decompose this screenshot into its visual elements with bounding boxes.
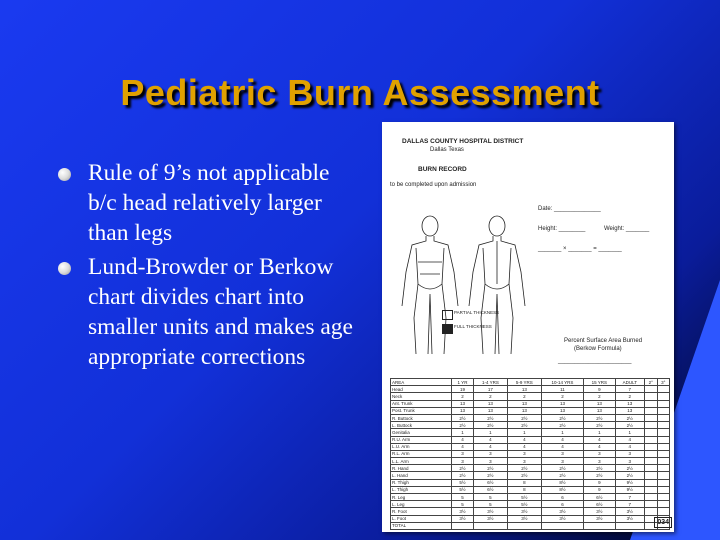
table-cell: 2½ xyxy=(615,414,645,421)
table-cell: 13 xyxy=(452,407,474,414)
table-cell: 13 xyxy=(541,400,583,407)
slide-title: Pediatric Burn Assessment xyxy=(120,72,600,113)
table-cell: 5½ xyxy=(507,501,541,508)
table-cell xyxy=(657,400,669,407)
table-row xyxy=(391,522,670,529)
table-cell xyxy=(657,393,669,400)
bullet-text: Lund-Browder or Berkow chart divides chart into smaller units and makes age appropriate corrections xyxy=(88,254,353,370)
table-cell xyxy=(657,486,669,493)
table-cell: R. Buttock xyxy=(391,414,452,421)
form-header: DALLAS COUNTY HOSPITAL DISTRICT xyxy=(402,138,524,145)
table-cell: 6 xyxy=(541,494,583,501)
column-header: 15 YRS xyxy=(584,379,615,386)
table-cell: 3½ xyxy=(541,515,583,522)
table-cell: 6 xyxy=(541,501,583,508)
table-cell: 2 xyxy=(507,393,541,400)
bullet-dot-icon xyxy=(58,262,71,275)
table-cell: 3½ xyxy=(541,508,583,515)
table-row xyxy=(391,479,670,486)
column-header: 1-4 YRS xyxy=(473,379,507,386)
table-cell: 2½ xyxy=(541,472,583,479)
table-cell: L. Leg xyxy=(391,501,452,508)
table-cell xyxy=(645,486,657,493)
column-header: 1 YR xyxy=(452,379,474,386)
table-cell: 2½ xyxy=(507,472,541,479)
table-cell: 3 xyxy=(584,458,615,465)
table-cell: 4 xyxy=(615,436,645,443)
bullet-list xyxy=(58,158,358,376)
table-body xyxy=(391,386,670,530)
table-cell: 4 xyxy=(473,443,507,450)
table-cell xyxy=(645,443,657,450)
table-cell: 13 xyxy=(584,400,615,407)
table-row xyxy=(391,515,670,522)
table-cell: 2½ xyxy=(584,472,615,479)
table-cell: 11 xyxy=(541,386,583,393)
table-row xyxy=(391,400,670,407)
table-cell: 2½ xyxy=(452,414,474,421)
column-header: 5-9 YRS xyxy=(507,379,541,386)
table-cell: 3 xyxy=(584,450,615,457)
table-row xyxy=(391,465,670,472)
table-cell xyxy=(645,407,657,414)
table-cell: 3 xyxy=(452,450,474,457)
partial-thickness-label: PARTIAL THICKNESS xyxy=(454,310,500,315)
table-cell xyxy=(645,494,657,501)
table-row xyxy=(391,443,670,450)
table-cell xyxy=(657,479,669,486)
table-cell: 4 xyxy=(584,443,615,450)
table-cell: 4 xyxy=(452,436,474,443)
table-cell: 5½ xyxy=(452,486,474,493)
form-admission-note: to be completed upon admission xyxy=(390,182,477,188)
table-cell: 2 xyxy=(541,393,583,400)
table-cell: R.L. Arm xyxy=(391,450,452,457)
height-label-text: Height: xyxy=(538,226,558,232)
bullet-item xyxy=(58,252,358,372)
table-cell: 2½ xyxy=(507,414,541,421)
table-cell: 3½ xyxy=(584,508,615,515)
table-row xyxy=(391,501,670,508)
table-cell: 13 xyxy=(507,400,541,407)
table-cell: 4 xyxy=(452,443,474,450)
full-thickness-swatch xyxy=(442,324,453,334)
estimate-line: ______________________ xyxy=(558,358,632,364)
table-cell: R. Leg xyxy=(391,494,452,501)
table-cell: 3 xyxy=(615,458,645,465)
table-cell: 3 xyxy=(473,450,507,457)
table-cell xyxy=(657,494,669,501)
bullet-text: Rule of 9’s not applicable b/c head relatively larger than legs xyxy=(88,160,330,246)
table-cell xyxy=(645,393,657,400)
table-cell: 3 xyxy=(541,458,583,465)
table-cell xyxy=(657,443,669,450)
table-cell xyxy=(645,400,657,407)
table-cell: 8 xyxy=(507,479,541,486)
table-cell xyxy=(452,522,474,529)
table-cell: 8 xyxy=(507,486,541,493)
table-cell: 2½ xyxy=(473,465,507,472)
table-cell xyxy=(645,465,657,472)
table-cell: 3½ xyxy=(452,508,474,515)
table-cell: 3½ xyxy=(473,515,507,522)
table-cell: 2½ xyxy=(584,422,615,429)
form-formula-line: _______ × _______ = _______ xyxy=(538,246,622,252)
table-cell: 6½ xyxy=(584,494,615,501)
table-cell: 5 xyxy=(473,501,507,508)
table-row xyxy=(391,407,670,414)
full-thickness-label: FULL THICKNESS xyxy=(454,324,492,329)
table-cell: 7 xyxy=(615,501,645,508)
table-cell: 4 xyxy=(473,436,507,443)
table-cell xyxy=(657,501,669,508)
table-cell: 2½ xyxy=(584,465,615,472)
lund-browder-table xyxy=(390,378,670,530)
table-cell: 2½ xyxy=(452,472,474,479)
partial-thickness-swatch xyxy=(442,310,453,320)
table-cell xyxy=(657,429,669,436)
estimate-subtitle: (Berkow Formula) xyxy=(574,346,622,352)
table-cell: 3½ xyxy=(473,508,507,515)
page-number: 034 xyxy=(654,517,672,528)
table-cell xyxy=(657,407,669,414)
table-cell xyxy=(584,522,615,529)
table-cell: 13 xyxy=(541,407,583,414)
table-cell: 6½ xyxy=(473,486,507,493)
table-cell: 13 xyxy=(584,407,615,414)
column-header: 2° xyxy=(645,379,657,386)
column-header: 10-14 YRS xyxy=(541,379,583,386)
table-cell: TOTAL xyxy=(391,522,452,529)
table-cell: 2½ xyxy=(615,465,645,472)
column-header: ADULT xyxy=(615,379,645,386)
table-cell: 7 xyxy=(615,494,645,501)
table-cell: 2 xyxy=(452,393,474,400)
table-cell xyxy=(507,522,541,529)
table-row xyxy=(391,422,670,429)
table-cell: 2½ xyxy=(473,422,507,429)
table-cell: 7 xyxy=(615,386,645,393)
table-cell: 2 xyxy=(584,393,615,400)
table-cell: 1 xyxy=(541,429,583,436)
table-row xyxy=(391,386,670,393)
table-cell: L. Buttock xyxy=(391,422,452,429)
table-cell xyxy=(615,522,645,529)
table-cell: L. Foot xyxy=(391,515,452,522)
table-cell xyxy=(657,436,669,443)
table-cell: 4 xyxy=(615,443,645,450)
table-cell: 2½ xyxy=(584,414,615,421)
table-cell xyxy=(645,458,657,465)
table-cell: 3 xyxy=(615,450,645,457)
form-burn-record: BURN RECORD xyxy=(418,166,467,173)
table-cell: 3½ xyxy=(584,515,615,522)
table-cell: R.U. Arm xyxy=(391,436,452,443)
table-cell xyxy=(645,436,657,443)
bullet-item xyxy=(58,158,358,248)
table-cell: 4 xyxy=(541,436,583,443)
column-header: AREA xyxy=(391,379,452,386)
table-cell: 9½ xyxy=(615,479,645,486)
table-cell: 2½ xyxy=(473,414,507,421)
table-cell: 3½ xyxy=(507,515,541,522)
table-cell: 6½ xyxy=(473,479,507,486)
table-cell xyxy=(645,386,657,393)
table-row xyxy=(391,393,670,400)
table-cell: L. Hand xyxy=(391,472,452,479)
table-cell: 2½ xyxy=(473,472,507,479)
table-row xyxy=(391,508,670,515)
table-row xyxy=(391,450,670,457)
date-label-text: Date: xyxy=(538,206,553,212)
table-cell xyxy=(645,422,657,429)
table-cell: 8½ xyxy=(541,479,583,486)
table-cell: R. Foot xyxy=(391,508,452,515)
table-cell: 5½ xyxy=(452,479,474,486)
table-cell: 13 xyxy=(452,400,474,407)
table-cell xyxy=(541,522,583,529)
table-cell xyxy=(657,414,669,421)
table-cell: 19 xyxy=(452,386,474,393)
table-cell: 5 xyxy=(452,501,474,508)
table-cell: 5 xyxy=(452,494,474,501)
table-cell: 5 xyxy=(473,494,507,501)
form-subheader: Dallas Texas xyxy=(430,147,464,153)
table-cell: 13 xyxy=(507,407,541,414)
table-cell xyxy=(645,450,657,457)
table-cell xyxy=(657,458,669,465)
burn-chart-form-image xyxy=(382,122,674,532)
table-row xyxy=(391,414,670,421)
table-cell xyxy=(645,429,657,436)
table-cell: 2½ xyxy=(452,465,474,472)
table-cell: R. Thigh xyxy=(391,479,452,486)
table-cell: 1 xyxy=(584,429,615,436)
table-cell: 2½ xyxy=(452,422,474,429)
table-cell xyxy=(657,386,669,393)
table-cell: 1 xyxy=(473,429,507,436)
table-cell: 17 xyxy=(473,386,507,393)
table-row xyxy=(391,429,670,436)
table-cell xyxy=(645,508,657,515)
table-cell: 3½ xyxy=(452,515,474,522)
table-row xyxy=(391,486,670,493)
table-cell: 8½ xyxy=(541,486,583,493)
table-cell: 3 xyxy=(507,450,541,457)
table-cell: 9 xyxy=(584,486,615,493)
table-cell: 9 xyxy=(584,386,615,393)
table-cell: 6½ xyxy=(584,501,615,508)
table-cell: 9½ xyxy=(615,486,645,493)
table-cell xyxy=(473,522,507,529)
table-cell: 4 xyxy=(507,436,541,443)
table-cell xyxy=(657,422,669,429)
table-cell: L.L. Arm xyxy=(391,458,452,465)
bullet-dot-icon xyxy=(58,168,71,181)
table-cell xyxy=(657,508,669,515)
table-row xyxy=(391,472,670,479)
table-cell: 3 xyxy=(473,458,507,465)
form-date-label: Date: ______________ xyxy=(538,206,601,212)
table-cell: 2 xyxy=(473,393,507,400)
weight-label-text: Weight: xyxy=(604,226,625,232)
table-cell: 2½ xyxy=(507,465,541,472)
table-cell: 4 xyxy=(541,443,583,450)
table-cell: 13 xyxy=(615,400,645,407)
form-height-label: Height: ________ xyxy=(538,226,586,232)
table-cell: Genitalia xyxy=(391,429,452,436)
table-cell: Ant. Trunk xyxy=(391,400,452,407)
table-cell: 2½ xyxy=(615,472,645,479)
table-cell: L. Thigh xyxy=(391,486,452,493)
table-cell: 2½ xyxy=(615,422,645,429)
form-weight-label: Weight: _______ xyxy=(604,226,650,232)
table-cell: 3½ xyxy=(615,515,645,522)
table-cell: 2 xyxy=(615,393,645,400)
table-row xyxy=(391,458,670,465)
table-cell: 1 xyxy=(452,429,474,436)
table-cell: 2½ xyxy=(541,465,583,472)
table-cell: Head xyxy=(391,386,452,393)
table-cell: 13 xyxy=(615,407,645,414)
table-cell: Post. Trunk xyxy=(391,407,452,414)
table-cell xyxy=(645,501,657,508)
table-cell: 3 xyxy=(541,450,583,457)
table-cell: 13 xyxy=(473,400,507,407)
table-cell: Neck xyxy=(391,393,452,400)
table-cell: R. Hand xyxy=(391,465,452,472)
table-cell: 13 xyxy=(473,407,507,414)
table-cell xyxy=(645,414,657,421)
table-cell: 2½ xyxy=(541,414,583,421)
table-cell: 2½ xyxy=(541,422,583,429)
table-cell: L.U. Arm xyxy=(391,443,452,450)
table-cell: 9 xyxy=(584,479,615,486)
table-cell xyxy=(645,472,657,479)
table-cell xyxy=(657,465,669,472)
table-cell: 3½ xyxy=(615,508,645,515)
table-cell xyxy=(645,479,657,486)
table-cell xyxy=(657,472,669,479)
table-cell: 3 xyxy=(507,458,541,465)
table-row xyxy=(391,436,670,443)
table-cell: 3½ xyxy=(507,508,541,515)
table-cell: 3 xyxy=(452,458,474,465)
table-row xyxy=(391,494,670,501)
table-cell: 13 xyxy=(507,386,541,393)
table-cell xyxy=(657,450,669,457)
table-cell: 1 xyxy=(507,429,541,436)
table-cell: 2½ xyxy=(507,422,541,429)
table-cell: 4 xyxy=(584,436,615,443)
back-body-outline xyxy=(469,216,525,354)
table-header-row xyxy=(391,379,670,386)
table-cell: 1 xyxy=(615,429,645,436)
body-diagram xyxy=(392,214,542,366)
estimate-title: Percent Surface Area Burned xyxy=(564,338,643,344)
table-cell: 4 xyxy=(507,443,541,450)
column-header: 3° xyxy=(657,379,669,386)
table-cell: 5½ xyxy=(507,494,541,501)
